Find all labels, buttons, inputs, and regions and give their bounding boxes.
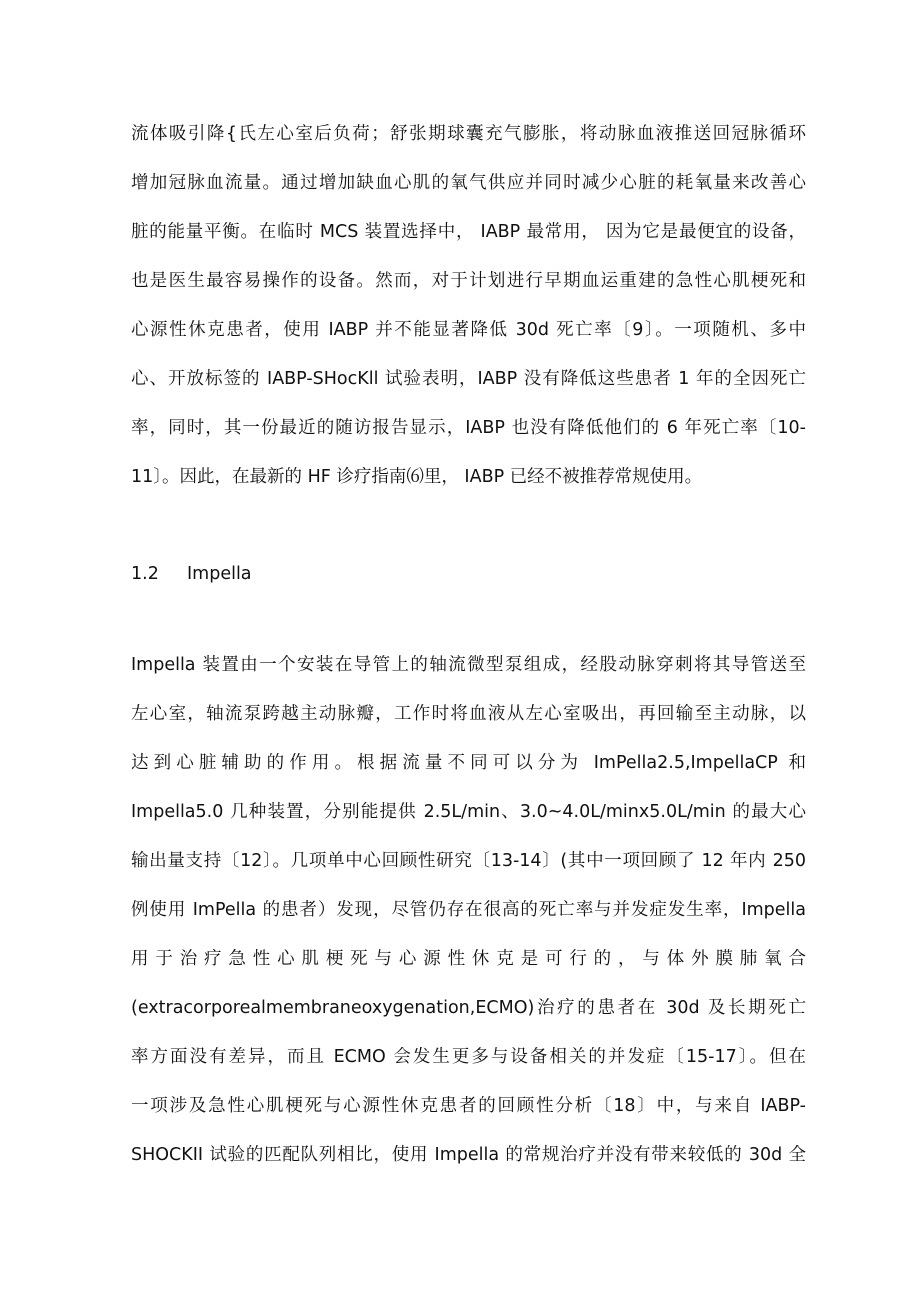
section-title: Impella	[187, 564, 252, 584]
text-line: Impella 装置由一个安装在导管上的轴流微型泵组成，经股动脉穿刺将其导管送至	[131, 655, 806, 675]
text-line: 增加冠脉血流量。通过增加缺血心肌的氧气供应并同时减少心脏的耗氧量来改善心	[131, 173, 806, 193]
text-line: 一项涉及急性心肌梗死与心源性休克患者的回顾性分析〔18〕中，与来自 IABP-	[131, 1096, 806, 1116]
text-line: 左心室，轴流泵跨越主动脉瓣，工作时将血液从左心室吸出，再回输至主动脉，以	[131, 704, 806, 724]
text-line: 也是医生最容易操作的设备。然而，对于计划进行早期血运重建的急性心肌梗死和	[131, 271, 806, 291]
text-line: 流体吸引降{氏左心室后负荷；舒张期球囊充气膨胀，将动脉血液推送回冠脉循环	[131, 124, 806, 144]
section-heading	[131, 562, 252, 586]
text-line: 脏的能量平衡。在临时 MCS 装置选择中， IABP 最常用， 因为它是最便宜的设备，	[131, 222, 806, 242]
text-line: 例使用 ImPella 的患者）发现，尽管仍存在很高的死亡率与并发症发生率，Impella	[131, 900, 806, 920]
text-line: 率，同时，其一份最近的随访报告显示，IABP 也没有降低他们的 6 年死亡率〔10-	[131, 418, 806, 438]
text-line: SHOCKII 试验的匹配队列相比，使用 Impella 的常规治疗并没有带来较低的 30d 全	[131, 1145, 806, 1165]
text-line: 率方面没有差异，而且 ECMO 会发生更多与设备相关的并发症〔15-17〕。但在	[131, 1047, 806, 1067]
section-number: 1.2	[131, 564, 159, 584]
text-line: 用于治疗急性心肌梗死与心源性休克是可行的，与体外膜肺氧合	[131, 949, 806, 969]
text-line: 11〕。因此，在最新的 HF 诊疗指南⑹里， IABP 已经不被推荐常规使用。	[131, 467, 703, 487]
text-line: 心、开放标签的 IABP-SHocKll 试验表明，IABP 没有降低这些患者 1 年的全因死亡	[131, 369, 806, 389]
text-line: (extracorporealmembraneoxygenation,ECMO)治疗的患者在 30d 及长期死亡	[131, 998, 806, 1018]
text-line: Impella5.0 几种装置，分别能提供 2.5L/min、3.0~4.0L/minx5.0L/min 的最大心	[131, 802, 806, 822]
text-line: 达到心脏辅助的作用。根据流量不同可以分为 ImPella2.5,ImpellaCP 和	[131, 753, 806, 773]
text-line: 心源性休克患者，使用 IABP 并不能显著降低 30d 死亡率〔9〕。一项随机、多中	[131, 320, 806, 340]
text-line: 输出量支持〔12〕。几项单中心回顾性研究〔13-14〕(其中一项回顾了 12 年内 250	[131, 851, 806, 871]
